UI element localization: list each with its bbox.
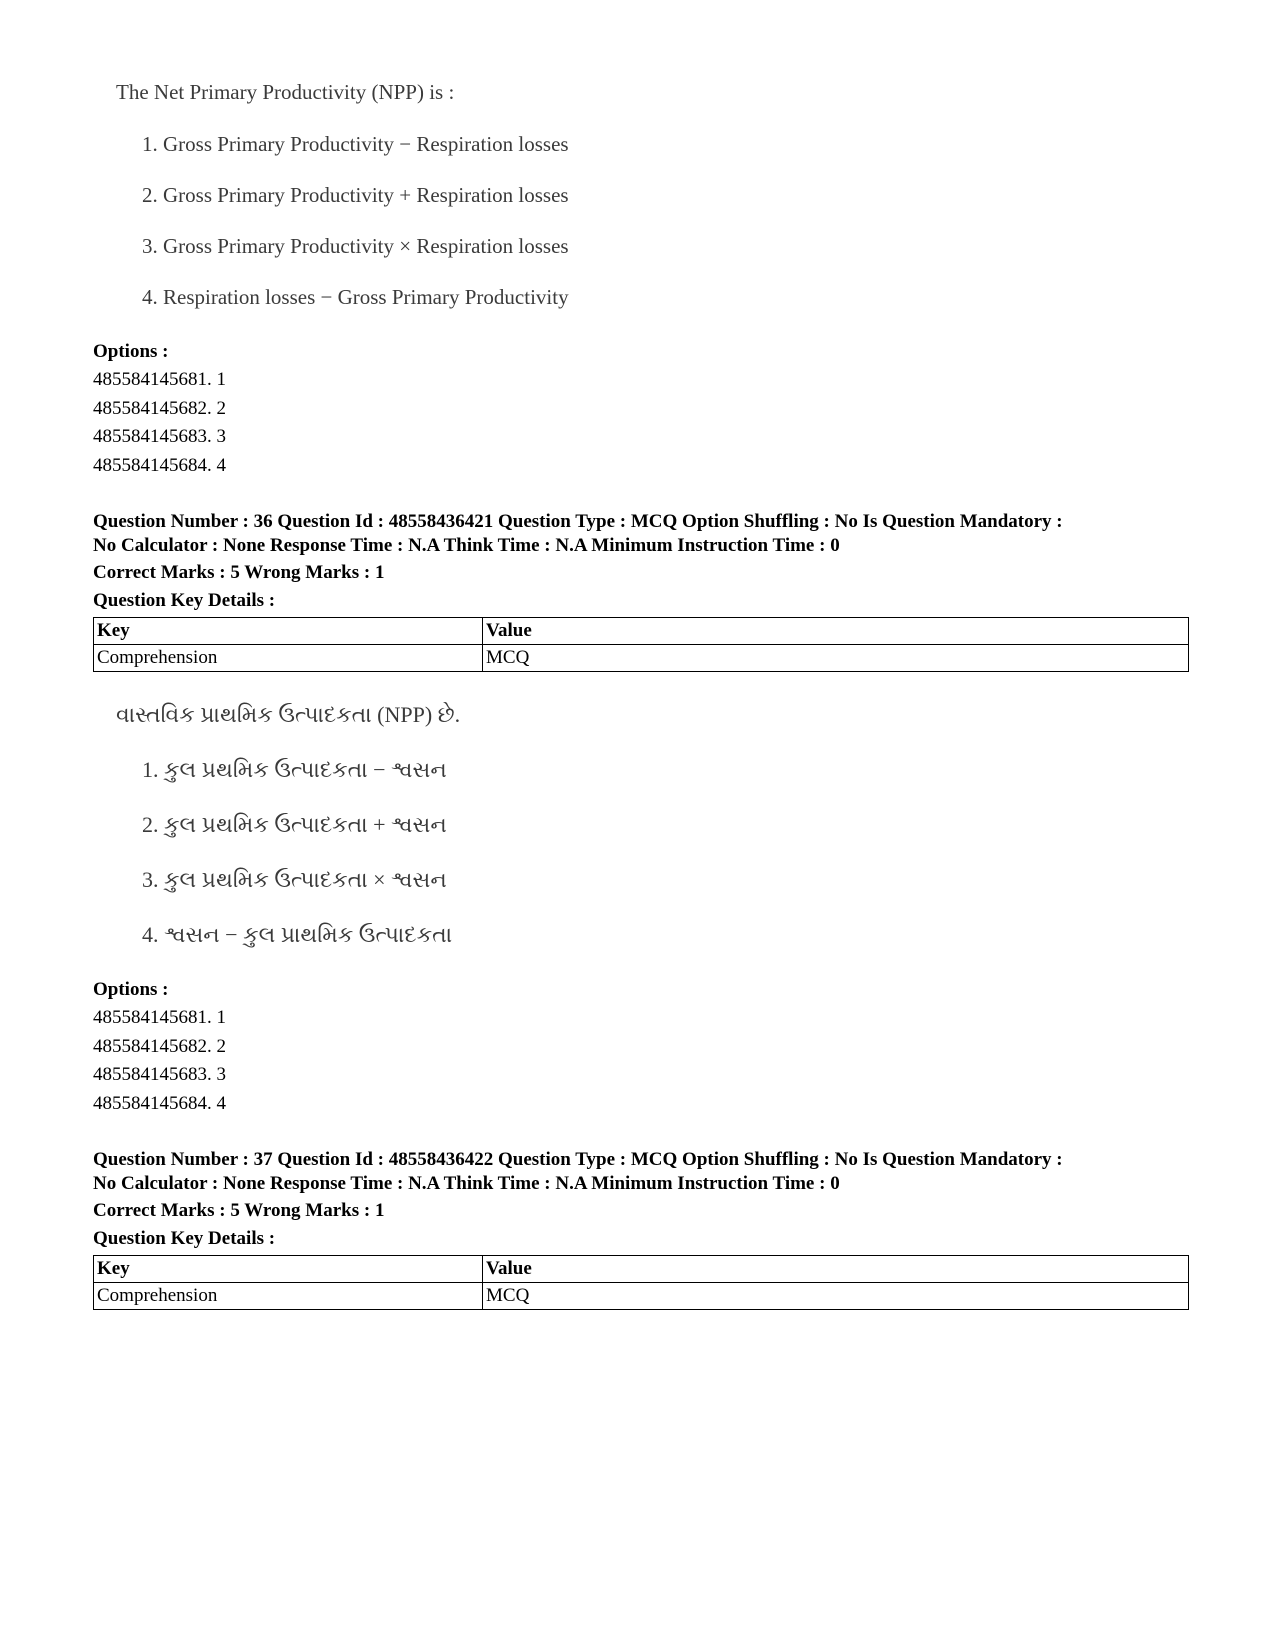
q36-option-3: 3. કુલ પ્રથમિક ઉત્પાદકતા × શ્વસન xyxy=(142,867,447,892)
option-id-1: 485584145681. 1 xyxy=(93,369,226,390)
q36-option-1: 1. કુલ પ્રથમિક ઉત્પાદકતા − શ્વસન xyxy=(142,757,447,782)
q35-option-4: 4. Respiration losses − Gross Primary Productivity xyxy=(142,285,569,309)
q35-option-1: 1. Gross Primary Productivity − Respiration losses xyxy=(142,132,569,156)
q37-meta-line-2: No Calculator : None Response Time : N.A Think Time : N.A Minimum Instruction Time : 0 xyxy=(93,1173,840,1194)
table-header-key: Key xyxy=(94,1256,483,1283)
options-label: Options : xyxy=(93,979,169,1000)
table-header-value: Value xyxy=(483,1256,1189,1283)
table-row xyxy=(94,645,1189,672)
table-header-row xyxy=(94,618,1189,645)
table-cell-value: MCQ xyxy=(483,1283,1189,1310)
option-id-2: 485584145682. 2 xyxy=(93,1035,226,1057)
table-header-row xyxy=(94,1256,1189,1283)
q37-key-table xyxy=(93,1255,1189,1310)
option-id-3: 485584145683. 3 xyxy=(93,1064,226,1085)
option-id-4: 485584145684. 4 xyxy=(93,1092,226,1114)
q36-metadata xyxy=(93,510,1183,558)
q37-key-details-label: Question Key Details : xyxy=(93,1228,276,1249)
q36-option-2: 2. કુલ પ્રથમિક ઉત્પાદકતા + શ્વસન xyxy=(142,812,447,837)
option-id-3: 485584145683. 3 xyxy=(93,426,226,447)
q36-option-4: 4. શ્વસન − કુલ પ્રાથમિક ઉત્પાદકતા xyxy=(142,922,453,947)
q36-meta-line-2: No Calculator : None Response Time : N.A Think Time : N.A Minimum Instruction Time : 0 xyxy=(93,535,840,556)
table-header-value: Value xyxy=(483,618,1189,645)
table-cell-key: Comprehension xyxy=(94,645,483,672)
q35-option-3: 3. Gross Primary Productivity × Respiration losses xyxy=(142,234,569,258)
q36-key-table xyxy=(93,617,1189,672)
table-row xyxy=(94,1283,1189,1310)
q37-marks: Correct Marks : 5 Wrong Marks : 1 xyxy=(93,1200,385,1221)
q35-option-2: 2. Gross Primary Productivity + Respiration losses xyxy=(142,183,569,207)
option-id-4: 485584145684. 4 xyxy=(93,454,226,476)
q35-options xyxy=(93,338,226,480)
q37-metadata xyxy=(93,1148,1183,1196)
q36-options xyxy=(93,976,226,1118)
option-id-2: 485584145682. 2 xyxy=(93,397,226,419)
q37-meta-line-1: Question Number : 37 Question Id : 48558436422 Question Type : MCQ Option Shuffling : No Is Question Mandatory : xyxy=(93,1149,1063,1170)
q36-stem: વાસ્તવિક પ્રાથમિક ઉત્પાદકતા (NPP) છે. xyxy=(116,702,461,727)
options-label: Options : xyxy=(93,341,169,362)
q36-marks: Correct Marks : 5 Wrong Marks : 1 xyxy=(93,562,385,583)
table-header-key: Key xyxy=(94,618,483,645)
table-cell-key: Comprehension xyxy=(94,1283,483,1310)
table-cell-value: MCQ xyxy=(483,645,1189,672)
q36-meta-line-1: Question Number : 36 Question Id : 48558436421 Question Type : MCQ Option Shuffling : No Is Question Mandatory : xyxy=(93,511,1063,532)
q35-stem: The Net Primary Productivity (NPP) is : xyxy=(116,80,455,104)
q36-key-details-label: Question Key Details : xyxy=(93,590,276,611)
option-id-1: 485584145681. 1 xyxy=(93,1007,226,1028)
